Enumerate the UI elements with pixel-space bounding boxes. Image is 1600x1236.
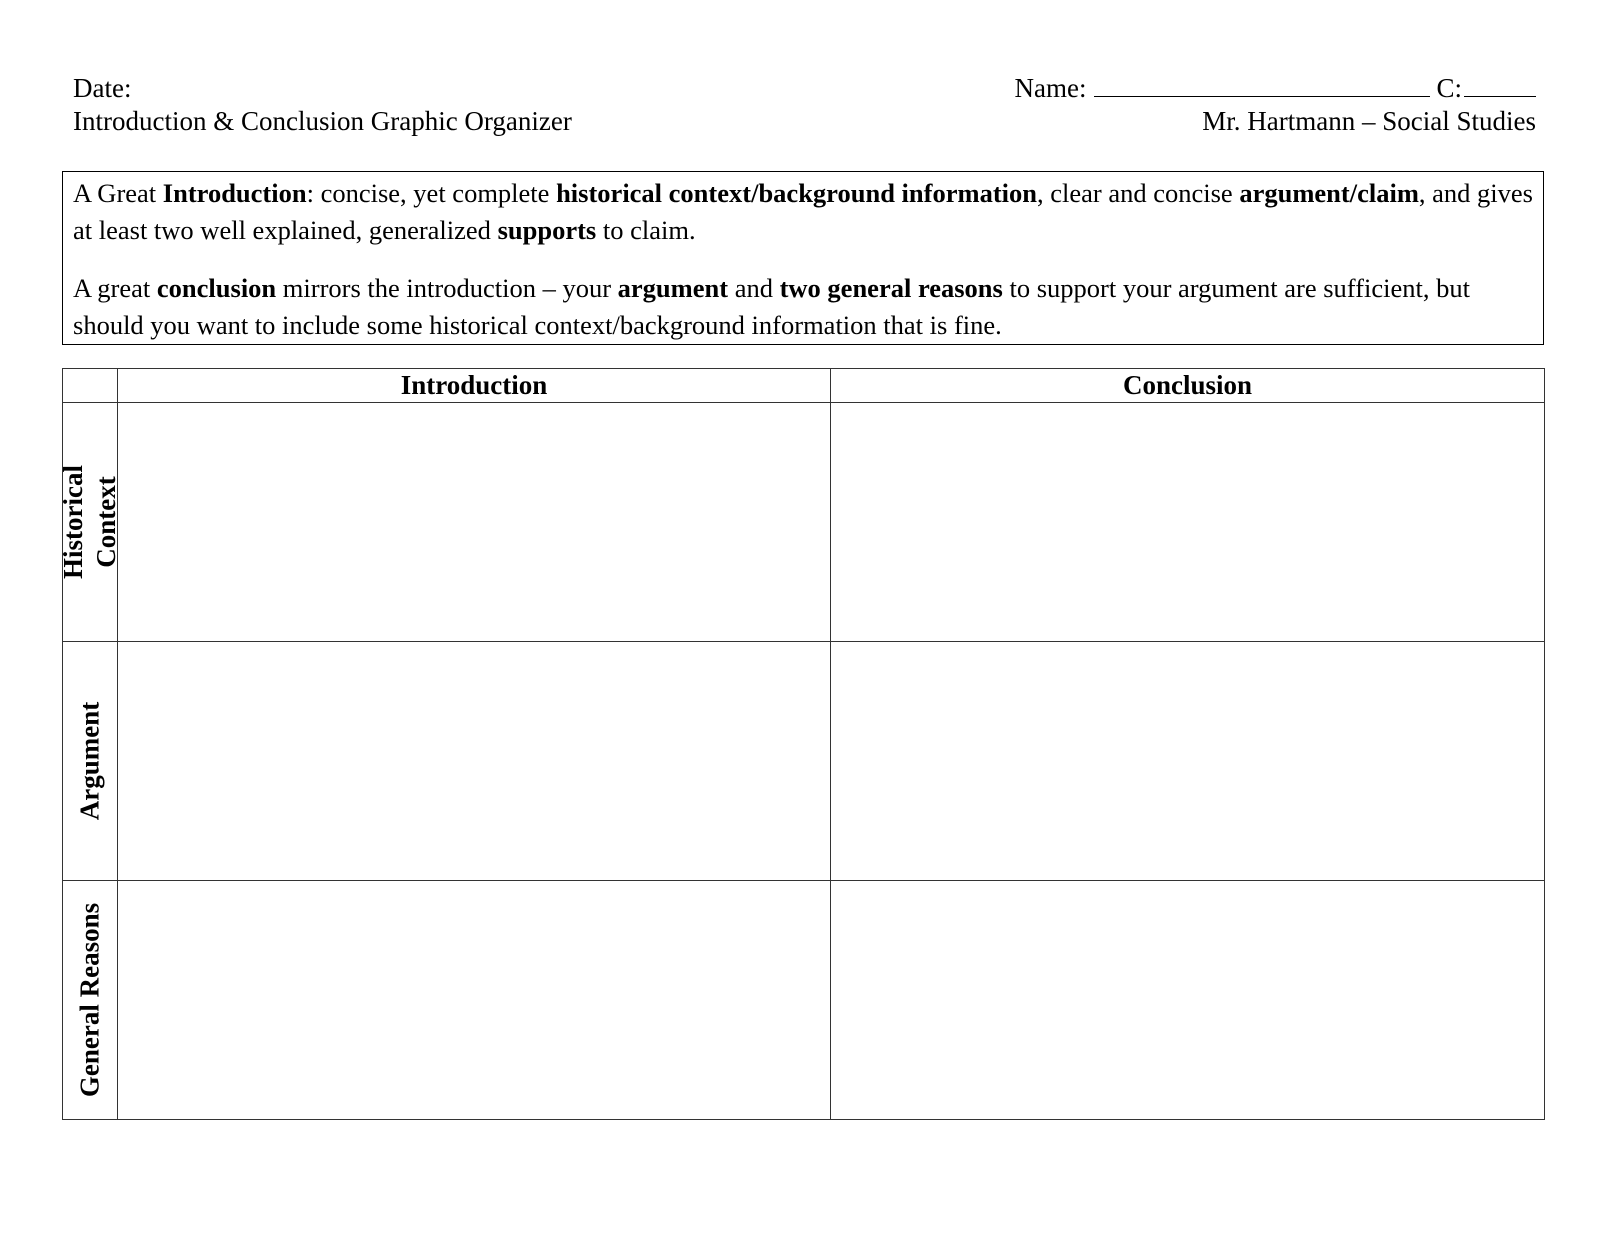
concl-bold-1: conclusion [156, 273, 277, 303]
concl-text-3: and [728, 273, 780, 303]
introduction-general-reasons-cell[interactable] [118, 881, 831, 1120]
column-header-introduction: Introduction [118, 369, 831, 403]
teacher-line: Mr. Hartmann – Social Studies [1202, 106, 1536, 136]
intro-text-4: , and gives at least two well explained, generalized [73, 178, 1533, 245]
row-label-text: Context [91, 476, 121, 568]
intro-text-2: : concise, yet complete [306, 178, 557, 208]
table-row [63, 403, 1545, 642]
header-left [73, 72, 572, 138]
row-label-argument [63, 642, 118, 881]
conclusion-general-reasons-cell[interactable] [831, 881, 1545, 1120]
column-header-conclusion: Conclusion [831, 369, 1545, 403]
name-label: Name: [1014, 73, 1087, 103]
intro-bold-3: argument/claim [1239, 178, 1419, 208]
row-label-text: Argument [74, 701, 105, 821]
name-blank[interactable] [1094, 74, 1430, 97]
introduction-historical-context-cell[interactable] [118, 403, 831, 642]
row-label-general-reasons [63, 881, 118, 1120]
class-blank[interactable] [1464, 74, 1536, 97]
row-label-historical-context [58, 403, 121, 642]
concl-text-1: A great [73, 273, 157, 303]
table-row [63, 881, 1545, 1120]
worksheet-title: Introduction & Conclusion Graphic Organizer [73, 106, 572, 136]
conclusion-instructions [73, 270, 1533, 344]
date-label: Date: [73, 73, 132, 103]
intro-bold-2: historical context/background information [556, 178, 1037, 208]
graphic-organizer-table [58, 368, 1545, 1120]
instructions-box [62, 171, 1544, 345]
conclusion-historical-context-cell[interactable] [831, 403, 1545, 642]
concl-text-4: to support your argument are sufficient, but should you want to include some historical context/background information that is fine. [73, 273, 1470, 340]
name-class-line [1015, 72, 1537, 105]
table-header-row [63, 369, 1545, 403]
row-label-text: General Reasons [74, 902, 105, 1098]
corner-cell [63, 369, 118, 403]
concl-bold-3: two general reasons [779, 273, 1003, 303]
table-row [63, 642, 1545, 881]
conclusion-argument-cell[interactable] [831, 642, 1545, 881]
introduction-instructions [73, 175, 1533, 249]
intro-bold-4: supports [497, 215, 597, 245]
header-right [1015, 72, 1537, 138]
introduction-argument-cell[interactable] [118, 642, 831, 881]
class-label: C: [1436, 73, 1462, 103]
concl-text-2: mirrors the introduction – your [276, 273, 618, 303]
concl-bold-2: argument [617, 273, 729, 303]
intro-text-3: , clear and concise [1037, 178, 1240, 208]
row-label-text: Historical [58, 465, 88, 579]
intro-bold-1: Introduction [162, 178, 307, 208]
intro-text-5: to claim. [596, 215, 696, 245]
intro-text-1: A Great [73, 178, 163, 208]
